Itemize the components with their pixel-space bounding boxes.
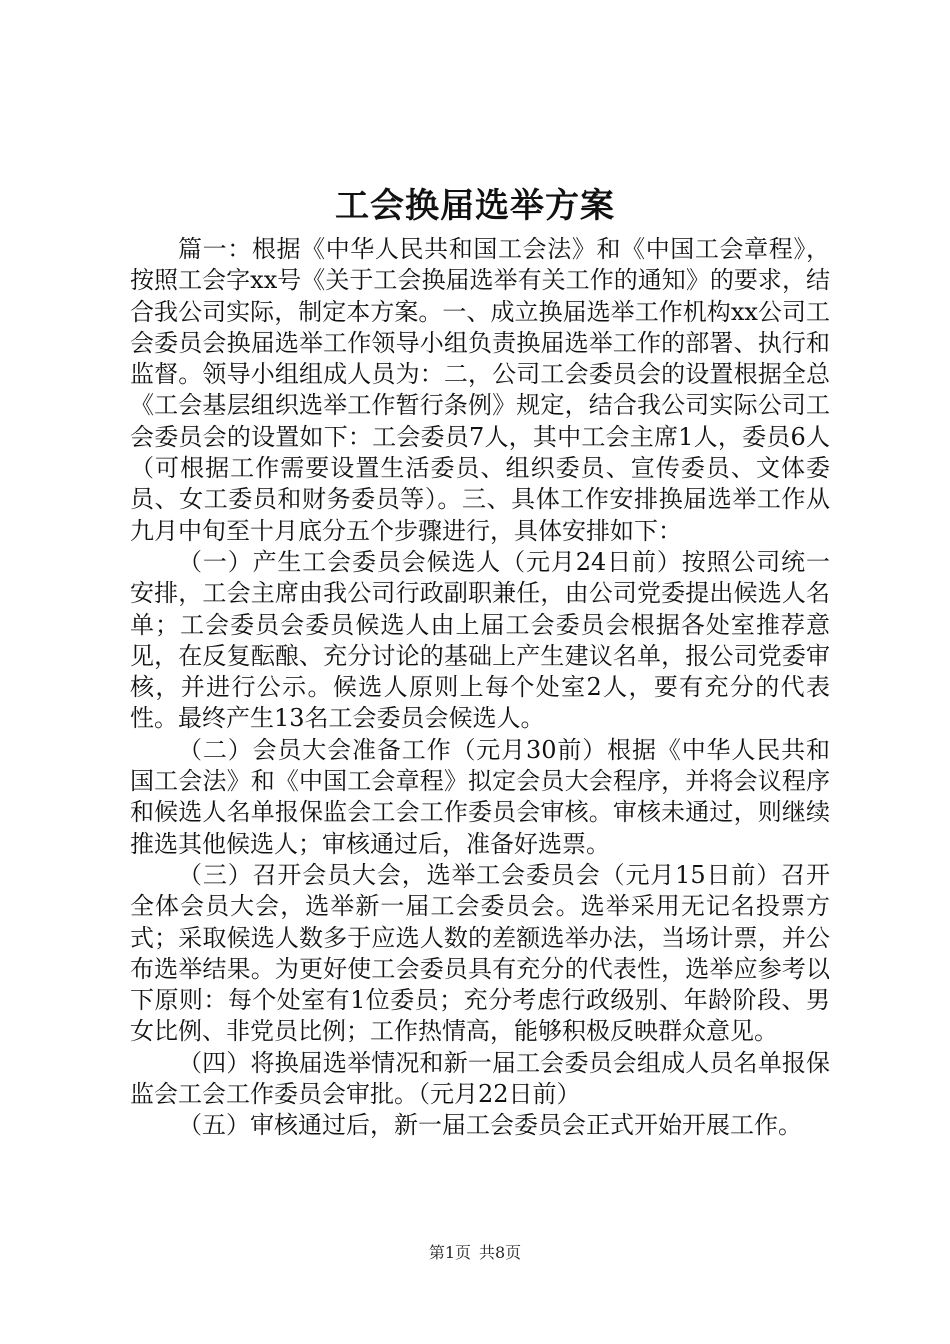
document-body <box>130 234 830 1142</box>
paragraph-step-2: （二）会员大会准备工作（元月30前）根据《中华人民共和国工会法》和《中国工会章程》拟定会员大会程序，并将会议程序和候选人名单报保监会工会工作委员会审核。审核未通过，则继续推选其他候选人；审核通过后，准备好选票。 <box>130 735 830 858</box>
paragraph-step-1: （一）产生工会委员会候选人（元月24日前）按照公司统一安排，工会主席由我公司行政副职兼任，由公司党委提出候选人名单；工会委员会委员候选人由上届工会委员会根据各处室推荐意见，在反复酝酿、充分讨论的基础上产生建议名单，报公司党委审核，并进行公示。候选人原则上每个处室2人，要有充分的代表性。最终产生13名工会委员会候选人。 <box>130 547 830 733</box>
paragraph-step-5: （五）审核通过后，新一届工会委员会正式开始开展工作。 <box>178 1111 802 1140</box>
paragraph-step-3: （三）召开会员大会，选举工会委员会（元月15日前）召开全体会员大会，选举新一届工会委员会。选举采用无记名投票方式；采取候选人数多于应选人数的差额选举办法，当场计票，并公布选举结果。为更好使工会委员具有充分的代表性，选举应参考以下原则：每个处室有1位委员；充分考虑行政级别、年龄阶段、男女比例、非党员比例；工作热情高，能够积极反映群众意见。 <box>130 860 830 1046</box>
page-number: 第1页 <box>428 1243 471 1262</box>
document-title: 工会换届选举方案 <box>335 186 615 226</box>
page-footer <box>0 1243 950 1263</box>
page-total: 共8页 <box>479 1243 522 1262</box>
paragraph-step-4: （四）将换届选举情况和新一届工会委员会组成人员名单报保监会工会工作委员会审批。（元月22日前） <box>130 1048 830 1109</box>
paragraph-intro: 篇一：根据《中华人民共和国工会法》和《中国工会章程》，按照工会字xx号《关于工会换届选举有关工作的通知》的要求，结合我公司实际，制定本方案。一、成立换届选举工作机构xx公司工会委员会换届选举工作领导小组负责换届选举工作的部署、执行和监督。领导小组组成人员为：二，公司工会委员会的设置根据全总《工会基层组织选举工作暂行条例》规定，结合我公司实际公司工会委员会的设置如下：工会委员7人，其中工会主席1人，委员6人（可根据工作需要设置生活委员、组织委员、宣传委员、文体委员、女工委员和财务委员等）。三、具体工作安排换届选举工作从九月中旬至十月底分五个步骤进行，具体安排如下： <box>130 235 830 545</box>
